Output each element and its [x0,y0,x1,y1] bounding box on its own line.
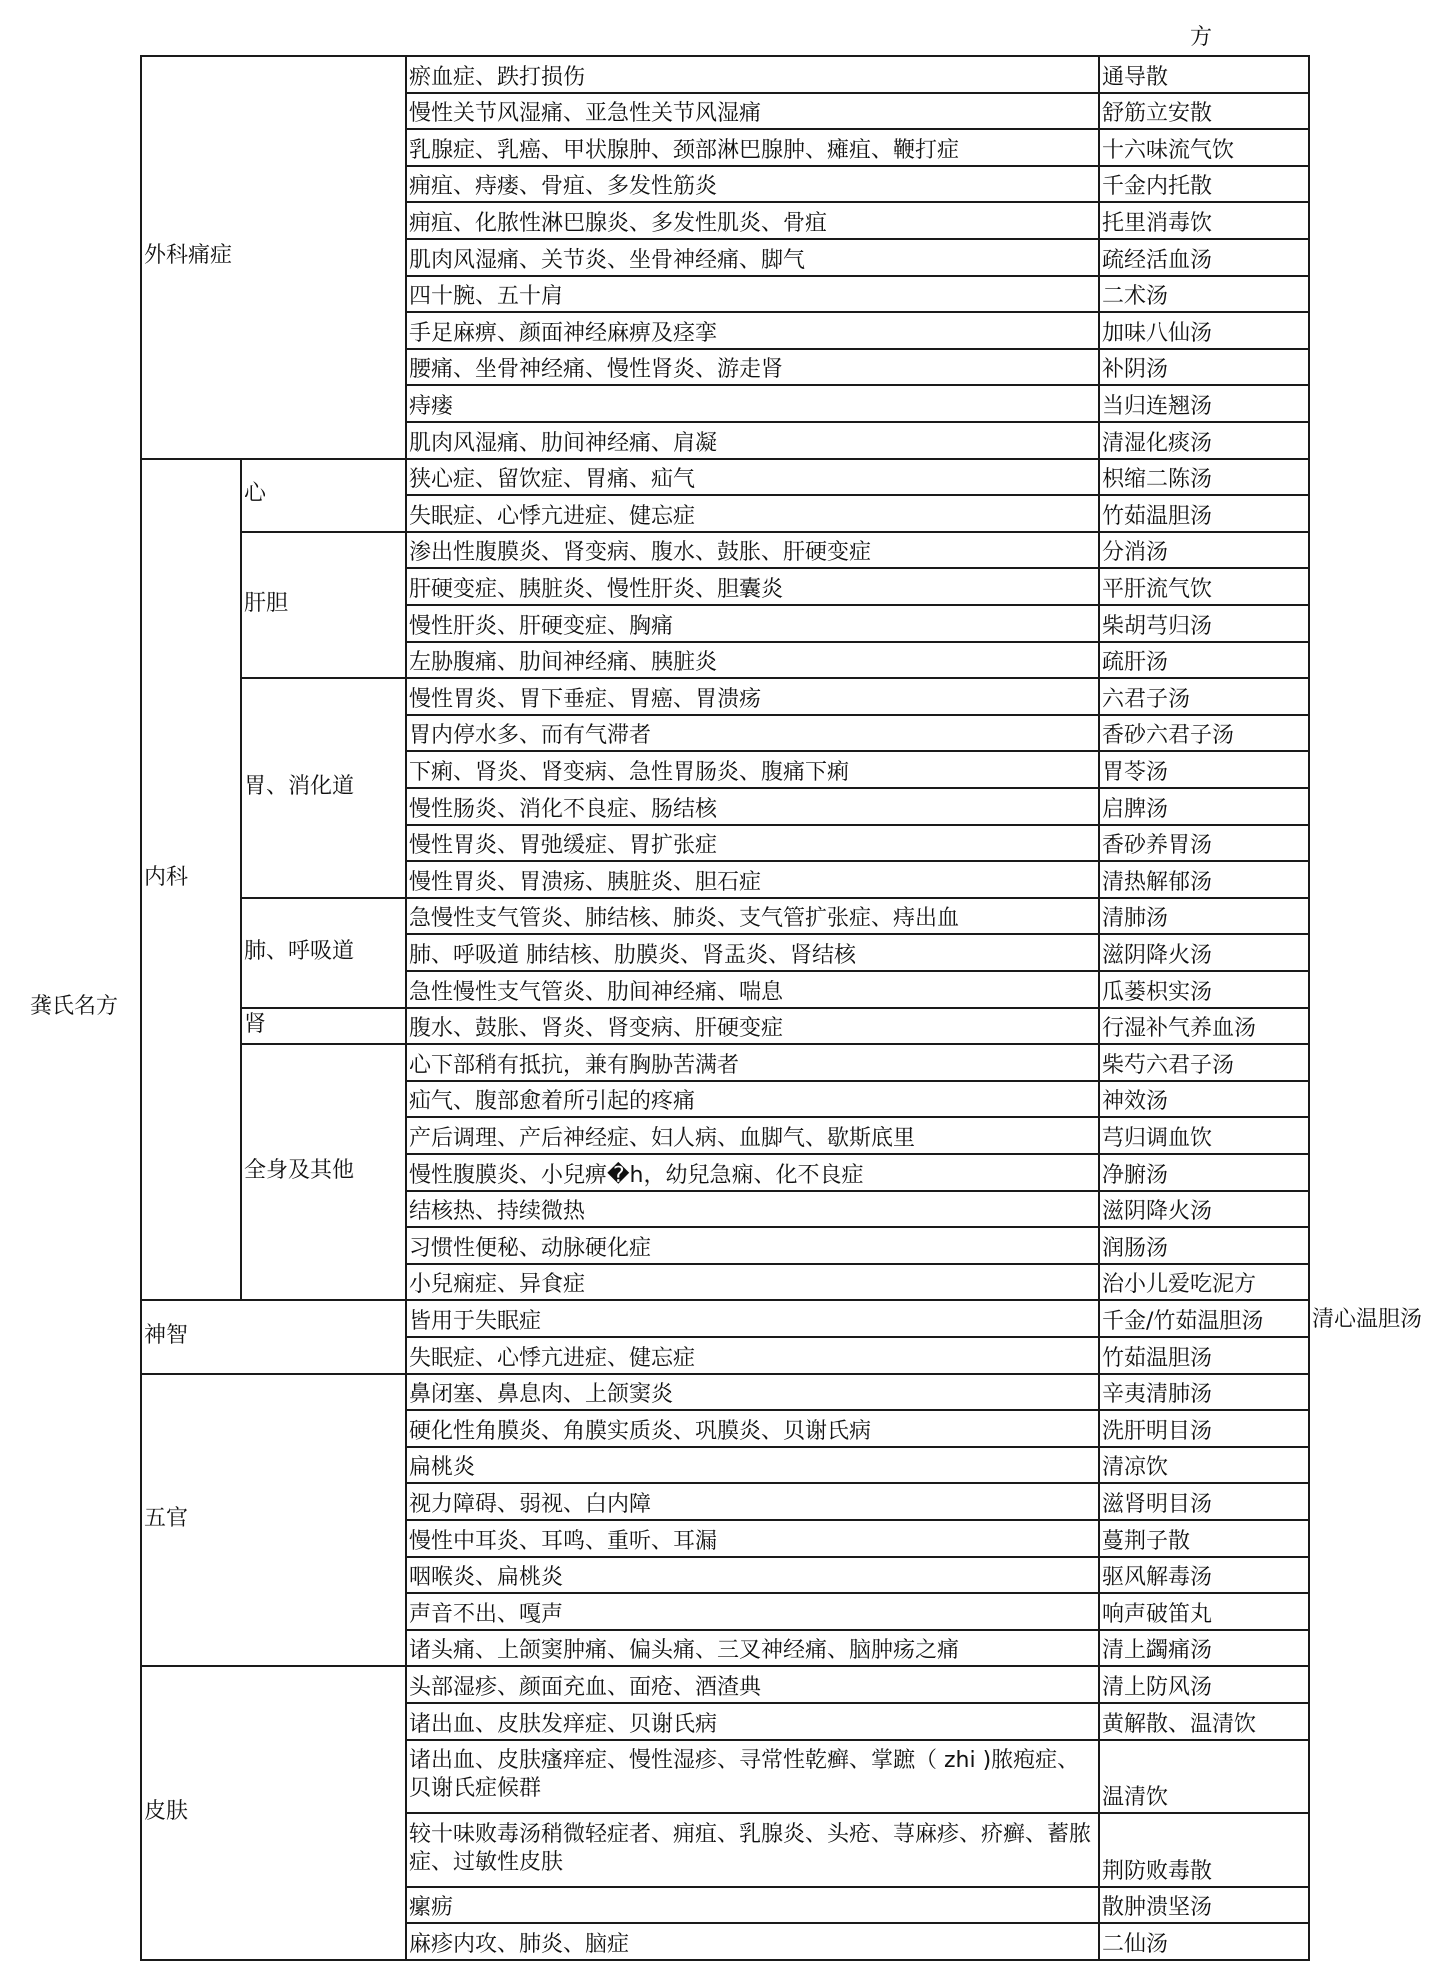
category-label: 外科痛症 [144,243,233,269]
disease-cell: 肌肉风湿痛、关节炎、坐骨神经痛、脚气 [409,247,806,273]
disease-cell: 慢性肝炎、肝硬变症、胸痛 [409,613,674,639]
category-label: 五官 [144,1505,189,1531]
remedy-cell: 十六味流气饮 [1102,137,1235,163]
disease-cell: 慢性胃炎、胃下垂症、胃癌、胃溃疡 [409,686,762,712]
subcategory-label: 肾 [244,1011,267,1037]
remedy-cell: 疏经活血汤 [1102,247,1213,273]
column-divider [1308,55,1310,1961]
disease-cell: 慢性胃炎、胃弛缓症、胃扩张症 [409,833,718,859]
remedy-cell: 当归连翘汤 [1102,393,1213,419]
remedy-cell: 启脾汤 [1102,796,1169,822]
disease-cell: 渗出性腹膜炎、肾变病、腹水、鼓胀、肝硬变症 [409,540,872,566]
remedy-cell: 瓜蒌枳实汤 [1102,979,1213,1005]
disease-cell: 肝硬变症、胰脏炎、慢性肝炎、胆囊炎 [409,576,784,602]
remedy-cell: 香砂六君子汤 [1102,723,1235,749]
remedy-cell: 荆防败毒散 [1102,1858,1213,1884]
disease-cell: 视力障碍、弱视、白内障 [409,1491,652,1517]
disease-cell: 痈疽、化脓性淋巴腺炎、多发性肌炎、骨疽 [409,210,828,236]
disease-cell: 诸出血、皮肤发痒症、贝谢氏病 [409,1711,718,1737]
remedy-cell: 清上防风汤 [1102,1674,1213,1700]
remedy-cell: 通导散 [1102,64,1169,90]
remedy-cell: 滋阴降火汤 [1102,942,1213,968]
disease-cell: 左胁腹痛、肋间神经痛、胰脏炎 [409,650,718,676]
disease-cell: 狭心症、留饮症、胃痛、疝气 [409,467,696,493]
disease-cell: 慢性关节风湿痛、亚急性关节风湿痛 [409,101,762,127]
disease-cell: 硬化性角膜炎、角膜实质炎、巩膜炎、贝谢氏病 [409,1418,872,1444]
disease-cell: 慢性胃炎、胃溃疡、胰脏炎、胆石症 [409,869,762,895]
column-header-fang: 方 [1190,25,1213,50]
remedy-cell: 枳缩二陈汤 [1102,467,1213,493]
disease-cell: 小兒痫症、异食症 [409,1272,586,1298]
remedy-cell: 芎归调血饮 [1102,1125,1213,1151]
disease-cell: 慢性腹膜炎、小兒痹�h，幼兒急痫、化不良症 [409,1162,864,1188]
remedy-cell: 补阴汤 [1102,357,1169,383]
remedy-cell: 托里消毒饮 [1102,210,1213,236]
remedy-cell: 温清饮 [1102,1785,1169,1811]
disease-cell: 咽喉炎、扁桃炎 [409,1565,564,1591]
disease-cell: 下痢、肾炎、肾变病、急性胃肠炎、腹痛下痢 [409,759,850,785]
remedy-cell: 加味八仙汤 [1102,320,1213,346]
remedy-cell: 治小儿爱吃泥方 [1102,1272,1257,1298]
remedy-cell: 清肺汤 [1102,906,1169,932]
disease-cell: 鼻闭塞、鼻息肉、上颌窦炎 [409,1382,674,1408]
remedy-cell: 香砂养胃汤 [1102,833,1213,859]
remedy-cell: 净腑汤 [1102,1162,1169,1188]
remedy-cell: 洗肝明目汤 [1102,1418,1213,1444]
remedy-cell: 清凉饮 [1102,1455,1169,1481]
alt-remedy-note: 清心温胆汤 [1312,1307,1423,1332]
remedy-cell: 舒筋立安散 [1102,101,1213,127]
remedy-cell: 清热解郁汤 [1102,869,1213,895]
remedy-cell: 二仙汤 [1102,1931,1169,1957]
disease-cell: 结核热、持续微热 [409,1199,586,1225]
remedy-cell: 清上蠲痛汤 [1102,1638,1213,1664]
remedy-cell: 千金内托散 [1102,174,1213,200]
remedy-cell: 疏肝汤 [1102,650,1169,676]
subcategory-label: 肺、呼吸道 [244,938,355,964]
disease-cell: 胃内停水多、而有气滞者 [409,723,652,749]
remedy-cell: 六君子汤 [1102,686,1191,712]
disease-cell: 乳腺症、乳癌、甲状腺肿、颈部淋巴腺肿、瘫疽、鞭打症 [409,137,960,163]
remedy-cell: 神效汤 [1102,1089,1169,1115]
remedy-cell: 驱风解毒汤 [1102,1565,1213,1591]
disease-cell: 慢性肠炎、消化不良症、肠结核 [409,796,718,822]
disease-cell: 麻疹内攻、肺炎、脑症 [409,1931,630,1957]
remedy-cell: 柴芍六君子汤 [1102,1052,1235,1078]
disease-cell: 失眠症、心悸亢进症、健忘症 [409,1345,696,1371]
disease-cell: 头部湿疹、颜面充血、面疮、酒渣典 [409,1674,762,1700]
disease-cell: 产后调理、产后神经症、妇人病、血脚气、歇斯底里 [409,1125,916,1151]
remedy-cell: 辛夷清肺汤 [1102,1382,1213,1408]
disease-cell: 失眠症、心悸亢进症、健忘症 [409,503,696,529]
remedy-cell: 胃苓汤 [1102,759,1169,785]
remedy-cell: 平肝流气饮 [1102,576,1213,602]
remedy-cell: 竹茹温胆汤 [1102,503,1213,529]
disease-cell: 腹水、鼓胀、肾炎、肾变病、肝硬变症 [409,1016,784,1042]
column-divider [1098,55,1100,1961]
category-label: 内科 [144,865,189,891]
row-divider [140,1959,1310,1961]
disease-cell: 习惯性便秘、动脉硬化症 [409,1235,652,1261]
disease-cell: 瘰疬 [409,1895,454,1921]
remedy-cell: 散肿溃坚汤 [1102,1895,1213,1921]
disease-cell: 慢性中耳炎、耳鸣、重听、耳漏 [409,1528,718,1554]
remedy-cell: 响声破笛丸 [1102,1601,1213,1627]
disease-cell: 疝气、腹部愈着所引起的疼痛 [409,1089,696,1115]
category-label: 皮肤 [144,1799,189,1825]
remedy-cell: 二术汤 [1102,284,1169,310]
remedy-cell: 竹茹温胆汤 [1102,1345,1213,1371]
disease-cell: 声音不出、嘎声 [409,1601,564,1627]
remedy-cell: 蔓荆子散 [1102,1528,1191,1554]
disease-cell: 诸出血、皮肤瘙痒症、慢性湿疹、寻常性乾癣、掌蹠（ zhi )脓疱症、贝谢氏症候群 [409,1748,1080,1802]
remedy-cell: 分消汤 [1102,540,1169,566]
disease-cell: 瘀血症、跌打损伤 [409,64,586,90]
remedy-cell: 润肠汤 [1102,1235,1169,1261]
remedy-cell: 滋阴降火汤 [1102,1199,1213,1225]
remedy-cell: 柴胡芎归汤 [1102,613,1213,639]
disease-cell: 痈疽、痔瘘、骨疽、多发性筋炎 [409,174,718,200]
disease-cell: 较十味败毒汤稍微轻症者、痈疽、乳腺炎、头疮、荨麻疹、疥癣、蓄脓症、过敏性皮肤 [409,1821,1092,1875]
disease-cell: 四十腕、五十肩 [409,284,564,310]
disease-cell: 急慢性支气管炎、肺结核、肺炎、支气管扩张症、痔出血 [409,906,960,932]
subcategory-label: 心 [244,481,267,507]
subcategory-label: 胃、消化道 [244,773,355,799]
remedy-cell: 黄解散、温清饮 [1102,1711,1257,1737]
disease-cell: 急性慢性支气管炎、肋间神经痛、喘息 [409,979,784,1005]
disease-cell: 肺、呼吸道 肺结核、肋膜炎、肾盂炎、肾结核 [409,942,856,968]
disease-cell: 皆用于失眠症 [409,1308,542,1334]
remedy-cell: 滋肾明目汤 [1102,1491,1213,1517]
column-divider [405,55,407,1961]
disease-cell: 腰痛、坐骨神经痛、慢性肾炎、游走肾 [409,357,784,383]
remedy-cell: 千金/竹茹温胆汤 [1102,1308,1264,1334]
disease-cell: 诸头痛、上颌窦肿痛、偏头痛、三叉神经痛、脑肿疡之痛 [409,1638,960,1664]
remedy-cell: 行湿补气养血汤 [1102,1016,1257,1042]
column-divider [140,55,142,1961]
remedy-cell: 清湿化痰汤 [1102,430,1213,456]
disease-cell: 心下部稍有抵抗，兼有胸胁苦满者 [409,1052,740,1078]
disease-cell: 扁桃炎 [409,1455,476,1481]
category-label: 神智 [144,1322,189,1348]
disease-cell: 痔瘘 [409,393,454,419]
root-label: 龚氏名方 [30,993,119,1019]
subcategory-label: 全身及其他 [244,1158,355,1184]
disease-cell: 肌肉风湿痛、肋间神经痛、肩凝 [409,430,718,456]
subcategory-label: 肝胆 [244,590,289,616]
disease-cell: 手足麻痹、颜面神经麻痹及痉挛 [409,320,718,346]
column-divider [240,458,242,1302]
